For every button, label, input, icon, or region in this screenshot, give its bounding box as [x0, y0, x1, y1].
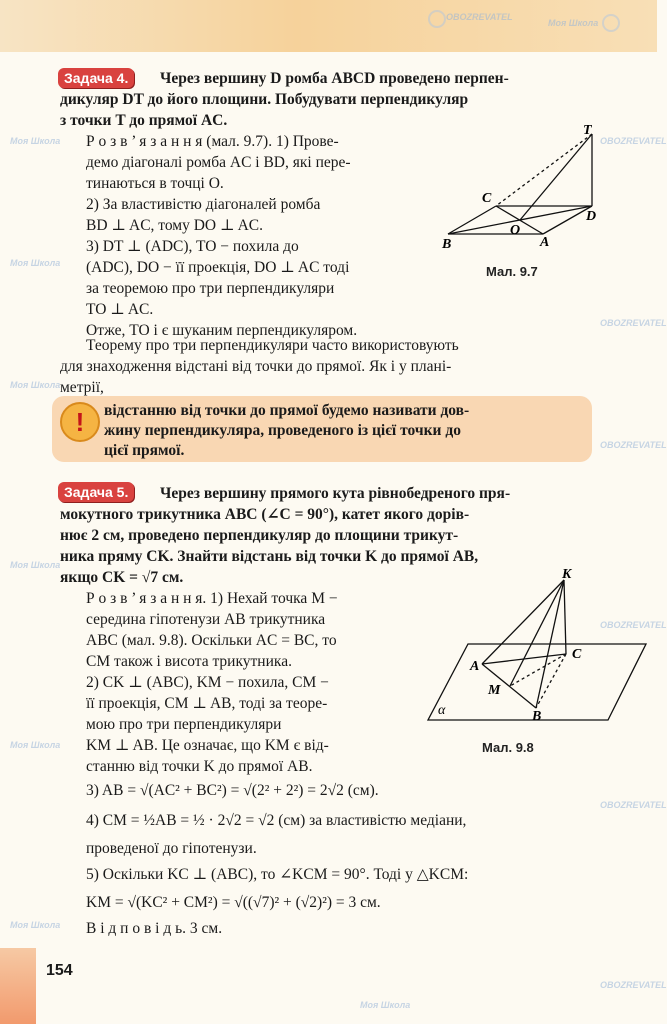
fig-label-b: B — [442, 237, 452, 252]
task-5-solution-line: мою про три перпендикуляри — [86, 716, 282, 733]
watermark-text: Моя Школа — [548, 18, 599, 28]
left-decor-stripe — [0, 948, 36, 1024]
task-4-solution-line: Отже, TO і є шуканим перпендикуляром. — [86, 322, 358, 339]
fig-label-c: C — [482, 191, 492, 206]
fig-label-alpha: α — [438, 703, 446, 718]
watermark-text: OBOZREVATEL — [446, 12, 513, 22]
definition-line: цієї прямої. — [104, 442, 185, 459]
fig-label-m: M — [488, 683, 501, 698]
watermark-text: OBOZREVATEL — [600, 318, 667, 328]
watermark-text: Моя Школа — [10, 920, 61, 930]
obozrevatel-logo-icon — [602, 14, 620, 32]
task-4-solution-line: демо діагоналі ромба AC і BD, які пере- — [86, 154, 351, 171]
task-4-solution-line: Р о з в ’ я з а н н я (мал. 9.7). 1) Прове- — [86, 133, 339, 150]
fig-label-b: B — [532, 709, 542, 724]
task-4-text-line: Через вершину D ромба ABCD проведено перпен- — [160, 70, 509, 87]
watermark-text: Моя Школа — [10, 380, 61, 390]
fig-label-a: A — [540, 235, 550, 250]
obozrevatel-logo-icon — [428, 10, 446, 28]
watermark-text: Моя Школа — [10, 740, 61, 750]
fig-label-o: O — [510, 223, 521, 238]
watermark-text: OBOZREVATEL — [600, 980, 667, 990]
watermark-text: Моя Школа — [360, 1000, 411, 1010]
task-5-solution-line: її проекція, CM ⊥ AB, тоді за теоре- — [86, 695, 328, 712]
task-4-solution-line: TO ⊥ AC. — [86, 301, 154, 318]
definition-line: жину перпендикуляра, проведеного із цієї точки до — [104, 422, 461, 439]
figure-caption: Мал. 9.7 — [486, 264, 538, 279]
page-number: 154 — [46, 962, 73, 979]
fig-label-c: C — [572, 647, 582, 662]
figure-9-8 — [422, 568, 654, 734]
exclamation-icon: ! — [60, 402, 100, 442]
task-5-badge: Задача 5. — [58, 482, 134, 502]
watermark-text: Моя Школа — [10, 258, 61, 268]
task-5-solution-line: CM також і висота трикутника. — [86, 653, 292, 670]
fig-label-a: A — [470, 659, 480, 674]
watermark-text: OBOZREVATEL — [600, 620, 667, 630]
task-4-solution-line: BD ⊥ AC, тому DO ⊥ AC. — [86, 217, 264, 234]
task-5-solution-line: Р о з в ’ я з а н н я. 1) Нехай точка M − — [86, 590, 338, 607]
task-5-solution-line: 2) CK ⊥ (ABC), KM − похила, CM − — [86, 674, 329, 691]
watermark-text: Моя Школа — [10, 136, 61, 146]
task-4-badge: Задача 4. — [58, 68, 134, 88]
task-5-solution-line: 3) AB = √(AC² + BC²) = √(2² + 2²) = 2√2 (см). — [86, 782, 379, 799]
watermark-text: OBOZREVATEL — [600, 136, 667, 146]
task-5-solution-line: 5) Оскільки KC ⊥ (ABC), то ∠KCM = 90°. Тоді у △KCM: — [86, 866, 469, 883]
figure-9-7 — [438, 122, 608, 282]
fig-label-t: T — [583, 123, 592, 138]
task-5-solution-line: проведеної до гіпотенузи. — [86, 840, 257, 857]
task-5-solution-line: станню від точки K до прямої AB. — [86, 758, 313, 775]
task-5-text-line: мокутного трикутника ABC (∠C = 90°), катет якого дорів- — [60, 506, 470, 523]
task-4-solution-line: 2) За властивістю діагоналей ромба — [86, 196, 321, 213]
task-5-solution-line: 4) CM = ½AB = ½ · 2√2 = √2 (см) за властивістю медіани, — [86, 812, 467, 829]
intro-line: метрії, — [60, 379, 104, 396]
task-5-text-line: нює 2 см, проведено перпендикуляр до площини трикут- — [60, 527, 459, 544]
task-4-text-line: дикуляр DT до його площини. Побудувати перпендикуляр — [60, 91, 469, 108]
definition-line: відстанню від точки до прямої будемо називати дов- — [104, 402, 470, 419]
task-4-solution-line: 3) DT ⊥ (ADC), TO − похила до — [86, 238, 299, 255]
task-5-solution-line: середина гіпотенузи AB трикутника — [86, 611, 326, 628]
intro-line: Теорему про три перпендикуляри часто використовують — [86, 337, 459, 354]
task-4-text-line: з точки T до прямої AC. — [60, 112, 228, 129]
task-5-solution-line: ABC (мал. 9.8). Оскільки AC = BC, то — [86, 632, 337, 649]
task-5-solution-line: KM ⊥ AB. Це означає, що KM є від- — [86, 737, 329, 754]
figure-caption: Мал. 9.8 — [482, 740, 534, 755]
watermark-text: Моя Школа — [10, 560, 61, 570]
watermark-text: OBOZREVATEL — [600, 440, 667, 450]
task-4-solution-line: (ADC), DO − її проекція, DO ⊥ AC тоді — [86, 259, 350, 276]
fig-label-d: D — [586, 209, 597, 224]
task-4-solution-line: за теоремою про три перпендикуляри — [86, 280, 335, 297]
watermark-text: OBOZREVATEL — [600, 800, 667, 810]
fig-label-k: K — [562, 567, 572, 582]
task-5-solution-line: В і д п о в і д ь. 3 см. — [86, 920, 223, 937]
task-5-text-line: ника пряму CK. Знайти відстань від точки K до прямої AB, — [60, 548, 479, 565]
task-5-text-line: Через вершину прямого кута рівнобедреного пря- — [160, 485, 511, 502]
intro-line: для знаходження відстані від точки до прямої. Як і у плані- — [60, 358, 452, 375]
task-5-text-line: якщо CK = √7 см. — [60, 569, 184, 586]
task-4-solution-line: тинаються в точці O. — [86, 175, 224, 192]
task-5-solution-line: KM = √(KC² + CM²) = √((√7)² + (√2)²) = 3 см. — [86, 894, 381, 911]
